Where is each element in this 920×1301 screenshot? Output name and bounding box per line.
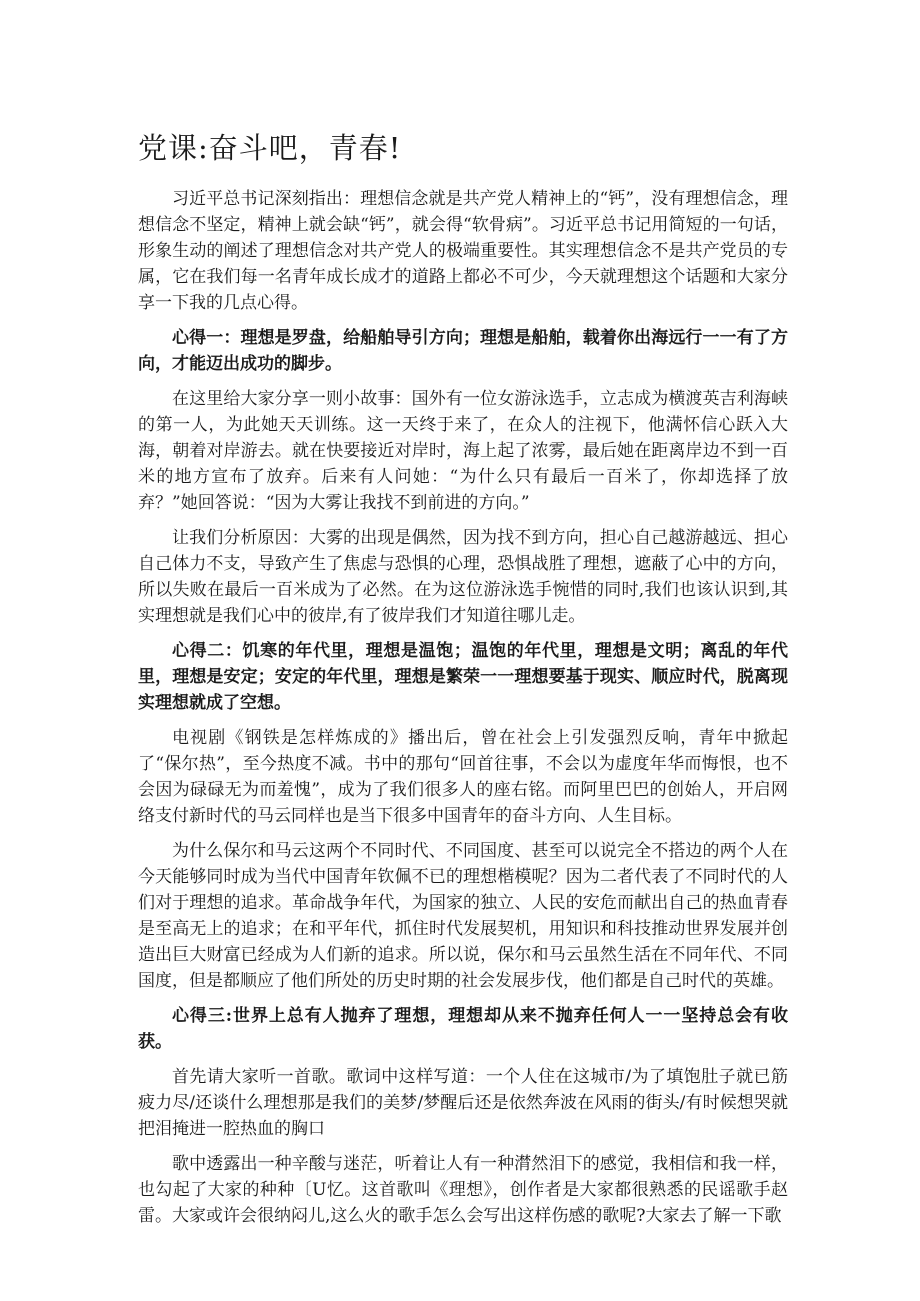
paragraph-steel-drama: 电视剧《钢铁是怎样炼成的》播出后，曾在社会上引发强烈反响，青年中掀起了“保尔热”，至今热度不减。书中的那句“回首往事，不会以为虚度年华而悔恨，也不会因为碌碌无为而羞愧”，成为了我们很多人的座右铭。而阿里巴巴的创始人，开启网络支付新时代的马云同样也是当下很多中国青年的奋斗方向、人生目标。 <box>138 728 788 826</box>
paragraph-swimmer-story: 在这里给大家分享一则小故事：国外有一位女游泳选手，立志成为横渡英吉利海峡的第一人，为此她天天训练。这一天终于来了，在众人的注视下，他满怀信心跃入大海，朝着对岸游去。就在快要接近对岸时，海上起了浓雾，最后她在距离岸边不到一百米的地方宣布了放弃。后来有人问她：“为什么只有最后一百米了，你却选择了放弃？”她回答说：“因为大雾让我找不到前进的方向。” <box>138 389 788 513</box>
document-title: 党课:奋斗吧，青春! <box>138 131 402 165</box>
heading-insight-one: 心得一：理想是罗盘，给船舶导引方向；理想是船舶，载着你出海远行一一有了方向，才能迈出成功的脚步。 <box>138 328 788 374</box>
paragraph-intro: 习近平总书记深刻指出：理想信念就是共产党人精神上的“钙”，没有理想信念，理想信念不坚定，精神上就会缺“钙”，就会得“软骨病”。习近平总书记用简短的一句话，形象生动的阐述了理想信念对共产党人的极端重要性。其实理想信念不是共产党员的专属，它在我们每一名青年成长成才的道路上都必不可少，今天就理想这个话题和大家分享一下我的几点心得。 <box>138 189 788 313</box>
heading-insight-two: 心得二：饥寒的年代里，理想是温饱；温饱的年代里，理想是文明；离乱的年代里，理想是安定；安定的年代里，理想是繁荣一一理想要基于现实、顺应时代，脱离现实理想就成了空想。 <box>138 641 788 713</box>
paragraph-swimmer-analysis: 让我们分析原因：大雾的出现是偶然，因为找不到方向，担心自己越游越远、担心自己体力不支，导致产生了焦虑与恐惧的心理，恐惧战胜了理想，遮蔽了心中的方向，所以失败在最后一百米成为了必然。在为这位游泳选手惋惜的同时,我们也该认识到,其实理想就是我们心中的彼岸,有了彼岸我们才知道往哪儿走。 <box>138 528 788 626</box>
paragraph-song-lyrics: 首先请大家听一首歌。歌词中这样写道：一个人住在这城市/为了填饱肚子就已筋疲力尽/还谈什么理想那是我们的美梦/梦醒后还是依然奔波在风雨的街头/有时候想哭就把泪掩进一腔热血的胸口 <box>138 1067 788 1139</box>
paragraph-paul-and-mayun: 为什么保尔和马云这两个不同时代、不同国度、甚至可以说完全不搭边的两个人在今天能够同时成为当代中国青年钦佩不已的理想楷模呢？因为二者代表了不同时代的人们对于理想的追求。革命战争年代，为国家的独立、人民的安危而献出自己的热血青春是至高无上的追求；在和平年代，抓住时代发展契机，用知识和科技推动世界发展并创造出巨大财富已经成为人们新的追求。所以说，保尔和马云虽然生活在不同年代、不同国度，但是都顺应了他们所处的历史时期的社会发展步伐，他们都是自己时代的英雄。 <box>138 841 788 991</box>
document-page <box>138 128 788 1238</box>
heading-insight-three: 心得三:世界上总有人抛弃了理想，理想却从来不抛弃任何人一一坚持总会有收获。 <box>138 1006 788 1052</box>
paragraph-song-reflection: 歌中透露出一种辛酸与迷茫，听着让人有一种潸然泪下的感觉，我相信和我一样，也勾起了大家的种种〔U忆。这首歌叫《理想》，创作者是大家都很熟悉的民谣歌手赵雷。大家或许会很纳闷儿,这么火的歌手怎么会写出这样伤感的歌呢?大家去了解一下歌 <box>138 1154 788 1226</box>
